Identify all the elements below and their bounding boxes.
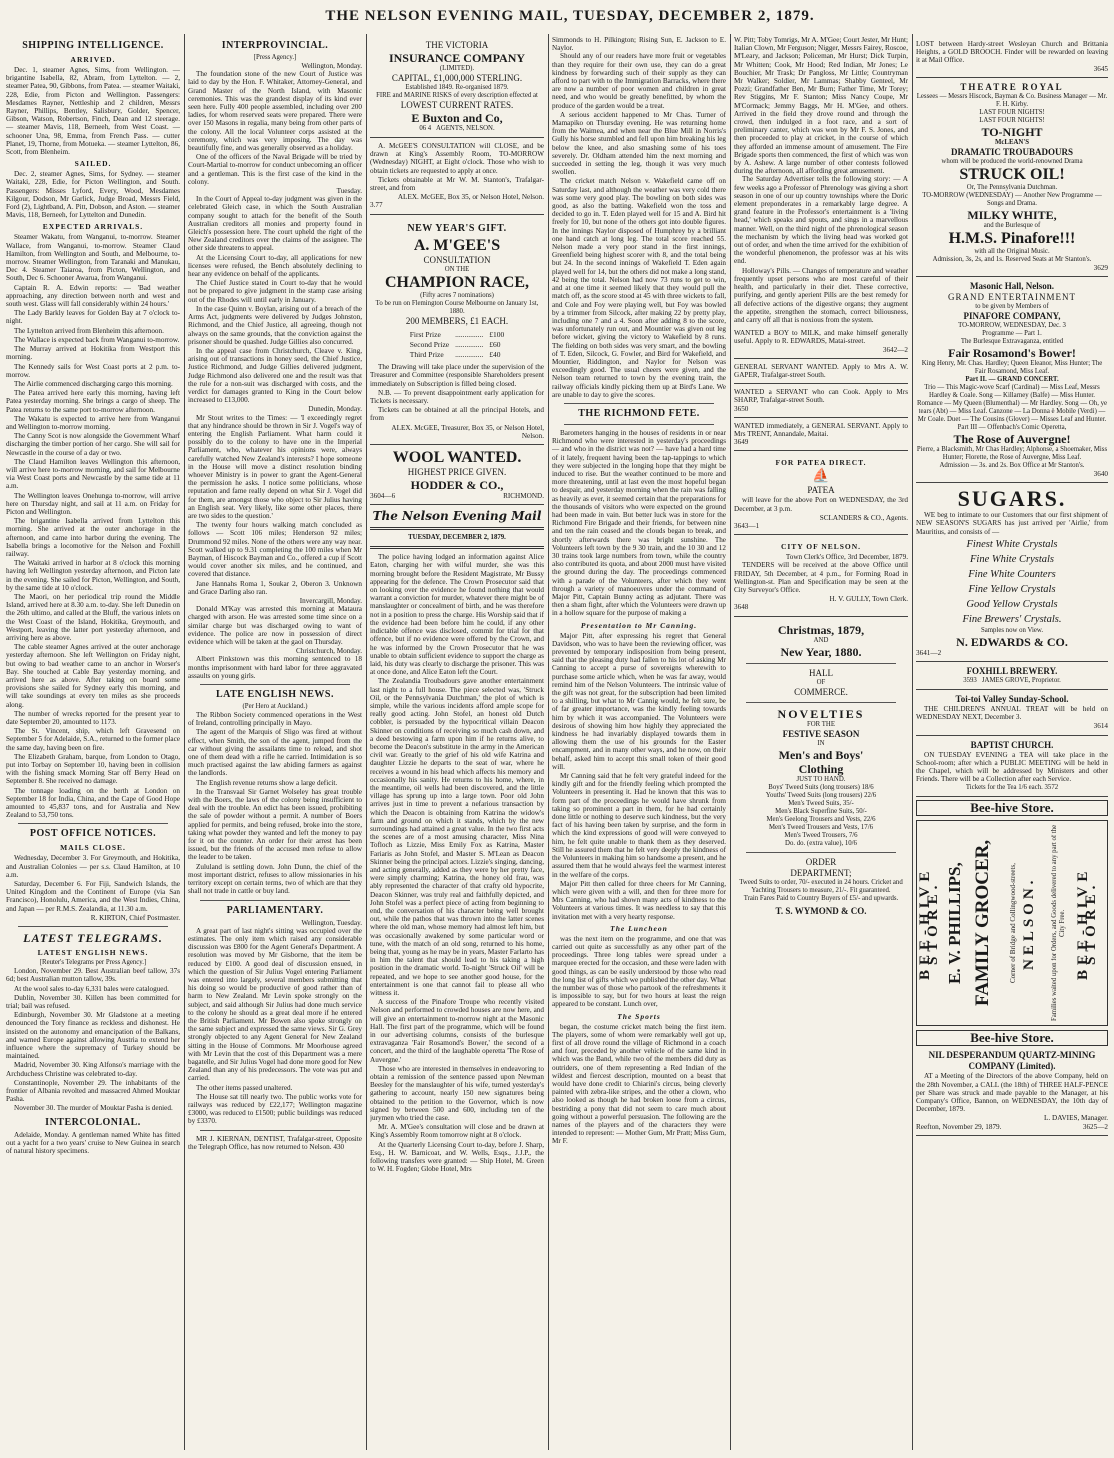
masthead <box>0 0 1114 30</box>
column-shipping <box>6 36 180 1448</box>
fete-paragraph: was the next item on the programme, and one that was carried out quite as successfully as any other part of the proceedings. Three long tables were spread under a marquee erected for the occasion, and these were laden with good things, as can be easily understood by those who read the long list of gifts which we published the other day. What the number was of those who partook of the refreshments it is impossible to say, but for two hours at least the reign appeared to be constant. Lunch over, <box>552 934 726 1009</box>
divider <box>200 684 350 685</box>
lost-brooch-ad: LOST between Hardy-street Wesleyan Church and Brittania Heights, a GOLD BROOCH. Finder will be rewarded on leaving it at Mail Office. 3645 <box>916 36 1108 78</box>
dateline: Tuesday. <box>336 187 362 196</box>
shipping-paragraph: The tonnage loading on the berth at London on September 18 for India, China, and the Cape of Good Hope amounted to 45,837 tons, and for Australia and New Zealand to 53,750 tons. <box>6 786 180 820</box>
insurance-company-name: INSURANCE COMPANY <box>388 51 526 65</box>
telegram-item: Constantinople, November 29. The inhabitants of the frontier of Albania revolted and massacred Ahmed Mouktar Pasha. <box>6 1078 180 1104</box>
admission: Admission, 3s, 2s, and 1s. Reserved Seats at Mr Stanton's. <box>932 255 1092 263</box>
baptist-church-ad <box>916 736 1108 798</box>
divider <box>200 900 350 901</box>
wymond-signature: T. S. WYMOND & CO. <box>775 905 867 916</box>
wanted-boy-ad: WANTED a BOY to MILK, and make himself generally useful. Apply to R. EDWARDS, Matai-street. 3642—2 <box>734 325 908 359</box>
column-ads-right <box>916 36 1108 1448</box>
news-paragraph: The other items passed unaltered. <box>196 1083 293 1092</box>
nil-heading: NIL DESPERANDUM QUARTZ-MINING COMPANY (Limited). <box>928 1050 1096 1072</box>
sugar-item: Fine Brewers' Crystals. <box>962 613 1062 625</box>
editorial-paragraph: The police having lodged an information against Alice Eaton, charging her with wilful murder, she was this morning brought before the Resident Magistrate, Mr Bussy appearing for the defence. The Crown Prosecutor said that on looking over the evidence he found nothing that would warrant a conviction for murder, whatever there might be of manslaughter or concealment of birth, and he was therefore not in a position to press the charge. His Worship said that if the evidence had been before him he could, if any other indictable offence was disclosed, commit for trial for that offence, but if no evidence were offered by the Crown, and he was informed by the Crown Prosecutor that he was unable to obtain sufficient evidence to support the charge as laid, his duty was clearly to discharge the prisoner. This was at once done, and Alice Eaton left the Court. <box>370 553 544 677</box>
news-paragraph: Mr Stout writes to the Times: — 'I exceedingly regret that any hindrance should be thrown in Sir J. Vogel's way of entering the English Parliament. What harm could it possibly do to the colony to have one in the Imperial Parliament, who, whatever his opinions were, always carefully watched New Zealand's interests? I hope someone in the House will move a distinct resolution binding whoever Ministry is in power to grant the Agent-General the permission he asks. I notice some politicians, whose reputation and fame really depend on what Sir J. Vogel did for them, are amongst those who object to Sir Julius having an English seat. Very likely, like some other places, there are two sides to the question.' <box>188 413 362 520</box>
patea-ship-name: PATEA <box>807 485 835 496</box>
paper-date: TUESDAY, DECEMBER 2, 1879. <box>408 534 506 542</box>
telegram-item: November 30. The murder of Mouktar Pasha is denied. <box>14 1104 173 1113</box>
clothing-item: Boys' Tweed Suits (long trousers) 18/6 <box>768 783 874 791</box>
wool-heading: WOOL WANTED. <box>392 449 522 467</box>
divider <box>370 546 544 549</box>
rose-of-auvergne: The Rose of Auvergne! <box>953 432 1071 447</box>
news-paragraph: The Chief Justice stated in Court to-day that he would not be prepared to give judgment in the stamp case arising out of the Rhodes will until early in January. <box>188 279 362 304</box>
rose-admission: Admission — 3s. and 2s. Box Office at Mr Stanton's. <box>939 462 1085 470</box>
post-office-heading: POST OFFICE NOTICES. <box>29 828 157 840</box>
prize-table <box>406 329 509 362</box>
divider <box>746 702 896 703</box>
news-paragraph: Zululand is settling down. John Dunn, the chief of the most important district, refuses to allow missionaries in his territory except on certain terms, two of which are that they shall not trade in cattle or buy land. <box>188 862 362 896</box>
editorial-paragraph: Simmonds to H. Pilkington; Rising Sun, E. Jackson to E. Naylor. <box>552 36 726 53</box>
fete-paragraph: W. Pitt; Toby Tomrigs, Mr A. M'Gee; Court Jester, Mr Hunt; Italian Clown, Mr Ferguson; Nigger, Messrs Fairey, Roscoe, M'Leary, and Jackson; Policeman, Mr Hurst; Dick Turpin, Mr Whitten; Cook, Mr Hood; Red Indian, Mr Jones; Le Bouchier, Mr Trask; Dr Pangloss, Mr Little; Countryman Mr Walker; Soldier, Mr Lammas; Shabby Genteel, Mr Pozzi; Grandfather Ben, Mr Burn; Father Time, Mr Torey; Rev Stiggins, Mr F. Stanton; Miss Nancy Coupe, Mr M'Cormack; Jemmy Baggs, Mr H. M'Gee, and others. Arrived in the field they drove round and through the crowd, then indulged in a foot race, and a sort of preliminary canter, which was won by Mr F. S. Jones, and then proceeded to play at cricket, in the course of which they afforded an immense amount of amusement. The Fire Brigade sports then commenced, the first of which was won by A. Ashew. A large number of other contests followed during the afternoon, all affording great amusement. <box>734 36 908 176</box>
tomorrow-date: TO-MORROW, WEDNESDAY, Dec. 3 <box>958 322 1066 330</box>
divider <box>746 663 896 664</box>
divider <box>564 424 714 425</box>
expected-heading: EXPECTED ARRIVALS. <box>42 222 144 232</box>
divider <box>18 823 168 824</box>
editorial-paragraph: A serious accident happened to Mr Chas. Turner of Mamapiko on Thursday evening. He was returning home from the Waimea, and when near the Blue Mill in Norris's Gully his horse stumbled and fell upon him breaking his leg below the knee, and also smashing some of his toes severely. Dr. Oldham attended him the next morning and succeeded in setting the leg, though it was very much swollen. <box>552 110 726 177</box>
city-office: Town Clerk's Office, 3rd December, 1879. <box>785 553 908 562</box>
milky-white: MILKY WHITE, <box>967 207 1057 222</box>
shipping-paragraph: The St. Vincent, ship, which left Gravesend on September 5 for Adelaide, S.A., returned to the former place the same day, having been on fire. <box>6 727 180 752</box>
cook-servant-ad: WANTED a SERVANT who can Cook. Apply to Mrs SHARP, Trafalgar-street South. 3650 <box>734 384 908 418</box>
shipping-paragraph: The Claud Hamilton leaves Wellington this afternoon, will arrive here to-morrow morning, and sail for Melbourne via West Coast ports and Newcastle by the same tide at 11 a.m. <box>6 457 180 491</box>
news-paragraph: In the Transvaal Sir Garnet Wolseley has great trouble with the Boers, the laws of the colony being insufficient to deal with the trouble. An edict has been issued, prohibiting the sale of powder without a permit. A number of Boers applied for permits, and being refused, broke into the store, taking what powder they wanted and left the money to pay for it on the counter. An order for their arrest has been issued, but the friends of the accused men refuse to allow the leader to be taken. <box>188 787 362 862</box>
insurance-capital: CAPITAL, £1,000,000 STERLING. <box>391 73 523 83</box>
column-richmond-fete <box>552 36 726 1448</box>
shipping-paragraph: The Wallace is expected back from Wanganui to-morrow. <box>14 335 180 344</box>
commerce-word: COMMERCE. <box>794 686 848 697</box>
english-news-source: [Reuter's Telegrams per Press Agency.] <box>39 959 147 967</box>
sugar-item: Finest White Crystals <box>966 538 1058 550</box>
city-text: TENDERS will be received at the above Office until FRIDAY, 5th December, at 4 p.m., for Forming Road in Wellington-st. Plan and Specification may be seen at the City Surveyor's Office. <box>734 561 908 594</box>
theatre-lessees: Lessees — Messrs Hiscock, Bayman & Co. Business Manager — Mr. F. H. Kirby. <box>916 92 1108 108</box>
city-of-nelson-ad <box>734 535 908 616</box>
clothing-item: Men's Tweed Trousers and Vests, 17/6 <box>769 823 873 831</box>
programme: Programme — Part 1. <box>982 330 1042 338</box>
milky-sub: and the Burlesque of <box>983 221 1041 229</box>
mails-text: Saturday, December 6. For Fiji, Sandwich Islands, the United Kingdom and the Continent of Europe (via San Francisco), Honolulu, America, and the West Indies, China, and Japan — per R.M.S. Zealandia, at 11.30 a.m. <box>6 880 180 913</box>
vertical-text-phillips: E. V. PHILLIPS, <box>945 862 964 985</box>
ad-number: 3642—2 <box>882 345 908 354</box>
editorial-paragraph: Should any of our readers have more fruit or vegetables than they require for their own use, they can do a great kindness by forwarding such of their supply as they can afford to part with to the Immigration Barracks, where there are now a number of poor women and children in great need, and who would be greatly benefitted, by whom the produce of the garden would be a treat. <box>552 52 726 110</box>
grand-entertainment: GRAND ENTERTAINMENT <box>948 292 1076 303</box>
ad-number: 3614 <box>1093 722 1108 731</box>
just-to-hand: JUST TO HAND. <box>796 775 846 783</box>
on-the-word: ON THE <box>444 265 470 273</box>
ad-number: 3572 <box>1044 784 1059 792</box>
sugar-item: Fine White Crystals <box>970 553 1054 565</box>
sugars-ad <box>916 483 1108 662</box>
nil-footer: Reefton, November 29, 1879. 3625—2 <box>916 1122 1108 1131</box>
treasurer-signature: ALEX. McGEE, Treasurer, Box 35, or Nelson Hotel, Nelson. <box>391 423 544 440</box>
ad-number: 430 <box>333 1142 345 1151</box>
sugar-item: Fine White Counters <box>968 568 1056 580</box>
grand-sub: to be given by Members of <box>975 303 1049 311</box>
ad-number: 3629 <box>1093 263 1108 272</box>
intercolonial-item: Adelaide, Monday. A gentleman named White has fitted out a yacht for a two years' cruise to New Guinea in search of natural history specimens. <box>6 1130 180 1155</box>
wool-price: HIGHEST PRICE GIVEN. <box>407 467 507 478</box>
patea-heading: FOR PATEA DIRECT. <box>775 458 867 468</box>
dateline: Christchurch, Monday. <box>295 647 362 656</box>
insurance-rates: LOWEST CURRENT RATES. <box>400 100 514 110</box>
order-department: DEPARTMENT; <box>790 867 852 878</box>
part-two: Part II. — GRAND CONCERT. <box>965 376 1059 384</box>
shipping-paragraph: The Murray arrived at Hokitika from Westport this morning. <box>6 345 180 362</box>
fete-paragraph: Barometers hanging in the houses of residents in or near Richmond who were interested in yesterday's proceedings — and who in the district was not? — have had a hard time of it lately, frequent having been the tap-tappings to which they were subjected in the longing hope that they might be induced to rise. But the weather continued to be more and more threatening, until at last even the most hopeful began to despair, and yesterday morning when the rain was falling as heavily as ever, it seemed certain that the preparations for the thousands of visitors who were expected on the ground had been made in vain. But better luck was in store for the Richmond Fire Brigade and their friends, for between nine and ten the rain ceased and the clouds began to break, and shortly afterwards there was bright sunshine. The Volunteers left town by the 9 30 train, and the 10 30 and 12 30 trains took large numbers from town, while the country also contributed its quota, and about 2000 must have visited the ground during the day. The proceedings commenced with a parade of the Volunteers, after which they went through a variety of manoeuvres under the command of Major Pitt, Captain Bunny acting as adjutant. There was then a sham fight, after which the Volunteers were drawn up in a hollow square for the purpose of making a <box>552 428 726 618</box>
ad-number: 3640 <box>1093 470 1108 479</box>
theatre-name: THEATRE ROYAL <box>960 81 1064 92</box>
baptist-heading: BAPTIST CHURCH. <box>970 739 1054 750</box>
drawing-text: The Drawing will take place under the supervision of the Treasurer and Committee (responsible Shareholders present immediately on Subscription is filled being closed. <box>370 363 544 388</box>
sugar-text: WE beg to intimate to our Customers that our first shipment of NEW SEASON'S SUGARS has just arrived per 'Airlie,' from Mauritius, and consists of — <box>916 511 1108 536</box>
arrived-heading: ARRIVED. <box>70 55 116 64</box>
presentation-heading: Presentation to Mr Canning. <box>580 620 698 630</box>
drawing-text: N.B. — To prevent disappointment early application for Tickets is necessary. <box>370 388 544 406</box>
dateline: Invercargill, Monday. <box>299 597 362 605</box>
news-paragraph: Jane Hannahs Roma 1, Soukar 2, Oberon 3. Unknown and Grace Darling also ran. <box>188 579 362 596</box>
baptist-text: ON TUESDAY EVENING a TEA will take place in the School-room; after which a PUBLIC MEETING will be held in the Chapel, which will be addressed by Ministers and other Friends. There will be a Collection after each Service. <box>916 750 1108 784</box>
insurance-advertisement <box>370 36 544 138</box>
struck-oil-sub: Or, The Pennsylvania Dutchman. <box>966 183 1058 191</box>
news-paragraph: The Ribbon Society commenced operations in the West of Ireland, controlling principally in Mayo. <box>188 711 362 728</box>
beehive-banner: Bee-hive Store. <box>916 800 1108 816</box>
of-word: OF <box>816 678 826 686</box>
editorial-paragraph: The cricket match Nelson v. Wakefield came off on Saturday last, and although the weather was very cold there was some very good play. The bowling on both sides was good, as also the batting. Wakefield won the toss and decided to go in. T. Eden played well for 15 and A. Bird hit freely for 10, but none of the others got into double figures. In the innings Naylor disposed of Humphrey by a brilliant one hand catch at long leg. The total score reached 55. Nelson made a very poor stand in the first innings, Greenfield being highest scorer with 8, and the total being but 24. In the second innings of Wakefield T. Eden again played well for 14, but the others did not make a long stand, 42 being the total. Nelson had now 73 runs to get to win, and at one time it seemed likely that they would pull the match off, as the score stood at 45 with three wickets to fall, and Cole and Foy were playing well, but Foy was bowled by a trimmer from Silcock, after making 22 by pretty play, including one 7 and a 4. Soon after adding 8 to the score, was unfortunately run out, and Mountier was given out leg before wicket, giving the victory to Wakefield by 8 runs. The fielding on both sides was very smart, and the bowling of T. Eden, Silcock, G. Fowler, and Bird for Wakefield, and Mountier, Riddington, and Naylor for Nelson was exceedingly good. The usual cheers were given, and the Nelson team returned to town by the evening train, the railway officials kindly picking them up at Bird's Lane. We are unable to day to give the scores. <box>552 177 726 399</box>
hms-sub: with all the Original Music. <box>974 247 1050 255</box>
sugars-heading: SUGARS. <box>957 486 1067 512</box>
dateline: Dunedin, Monday. <box>308 405 362 414</box>
in-word: IN <box>817 739 825 747</box>
sailed-heading: SAILED. <box>74 159 112 169</box>
news-paragraph: Donald M'Kay was arrested this morning at Mataura charged with arson. He was arrested some time since on a similar charge but was discharged owing to want of evidence. The police are now in possession of direct evidence which will be taken at the gaol on Thursday. <box>188 605 362 647</box>
editorial-paragraph: Mr. A. M'Gee's consultation will close and be drawn at King's Assembly Room tomorrow night at 8 o'clock. <box>370 1123 544 1140</box>
dramatic-troubadours: DRAMATIC TROUBADOURS <box>951 146 1073 157</box>
vertical-text-nelson: NELSON. <box>1021 876 1037 971</box>
vertical-text-grocer: FAMILY GROCER, <box>972 840 993 1007</box>
vertical-text-corner: Corner of Bridge and Collingwood-streets, <box>1009 863 1017 984</box>
clothing-item: Men's Black Superfine Suits, 50/- <box>775 807 867 815</box>
rose-cast: Pierre, a Blacksmith, Mr Chas Hardley; Alphonse, a Shoemaker, Miss Hunter; Florette, the Rose of Auvergne, Miss Leaf. <box>916 446 1108 462</box>
editorial-paragraph: The Zealandia Troubadours gave another entertainment last night to a full house. The piece selected was, 'Struck Oil, or the Pennsylvania Dutchman,' the plot of which is simple, while the various incidents afford ample scope for really good acting. John Stofel, an honest old Dutch cobbler, is persuaded by the hypocritical villain Deacon Skinner on conditions of receiving so much cash down, and a deed bestowing a farm upon him if he returns alive, to become the Deacon's substitute in the army in the American civil war. Greatly to the grief of his old wife Katrina and daughter Lizzie he departs to the seat of war, where he receives a wound in his head which affects his memory and occasionally his sanity. He returns to his home, where, in the meantime, oil wells had been discovered, and the little village has sprung up into a large town. Poor old John arrives just in time to prevent a nefarious transaction by which the Deacon is obtaining from Katrina the widow's farm and ground on which it stands, which by the new surroundings had attained a great value. In the two first acts the scenes are of a most amusing character, Miss Nina Tofloch as Lizzie, Miss Emily Fox as Katrina, Master Fariaris as John Stofel, and Master S. M'Lean as Deacon Skinner being the principal actors. Lizzie's singing, dancing, and acting generally, added as they were by her pretty face, were simply charming; Katrina, the honey old frau, was ably represented the character of that crafty old hypocrite, Deacon Skinner, was truly real and faithfully depicted, and John Stofel was a perfect piece of acting from beginning to end, the conversation of his character being well brought out, while the pathos that was thrown into the latter scenes where the old man, whose memory had almost left him, but was occasionally awakened by some particular word or tune, with the match of an old song, returned to his home, being that, young as he may be in years, Master Farlarto has in him the talent that should lead to his taking a high position in the dramatic world. To-night 'Struck Oil' will be repeated, and we hope to see another good house, for the entertainment is one that cannot fail to please all who witness it. <box>370 677 544 998</box>
editorial-paragraph: A success of the Pinafore Troupe who recently visited Nelson and performed to crowded houses are now here, and will give an entertainment to-morrow night at the Masonic Hall. The first part of the programme, which will be found in our advertising columns, consists of the burlesque extravaganza 'Fair Rosamond's Bower,' the second of a concert, and the third of the laughable operetta 'The Rose of Auvergne.' <box>370 998 544 1064</box>
last-nights: LAST FOUR NIGHTS! <box>979 116 1045 124</box>
vertical-text-families: Families waited upon for Orders, and Goods delivered to any part of the City Free. <box>1051 825 1067 1022</box>
masonic-title: Masonic Hall, Nelson. <box>969 281 1054 292</box>
ad-number: 06 4 <box>419 125 432 132</box>
column-rule <box>184 34 185 1450</box>
pinafore-company: PINAFORE COMPANY, <box>963 311 1061 322</box>
arrived-text: Dec. 1, steamer Agnes, Sims, from Wellington. — brigantine Isabella, 82, Abram, from Lyttelton. — 2, steamer Patea, 90, Gibbons, from Patea. — steamer Waitaki, 228, Edie, from Picton and Wellington. Passengers: Mesdames Rayner, Nettleship and 2 children, Messrs Rayner, Phillips, Bentley, Salisbury, Golder, Spencer, Gibson, Watson, Robertson, Finch, Dean and 12 steerage. — steamer Mavis, 118, Berneeh, from West Coast. — schooner Una, 98, Emma, from French Pass. — cutter Planet, 19, Thorne, from Motueka. — steamer Lyttelton, 86, Scott, from Blenheim. <box>6 66 180 157</box>
new-year-line: New Year, 1880. <box>780 644 862 659</box>
telegram-item: Madrid, November 30. King Alfonso's marriage with the Archduchess Christine was celebrated to-day. <box>6 1061 180 1078</box>
telegram-item: Dublin, November 30. Killen has been committed for trial; bail was refused. <box>6 993 180 1010</box>
toitoi-heading: Toi-toi Valley Sunday-School. <box>955 694 1069 705</box>
holloway-ad: Holloway's Pills. — Changes of temperature and weather frequently upset persons who are most careful of their health, and particularly in their diet. These corrective, purifying, and gently aperient Pills are the best remedy for all defective actions of the digestive organs; they augment the appetite, strengthen the stomach, correct biliousness, and carry off all that is noxious from the system. <box>734 266 908 324</box>
theatre-royal-ad <box>916 78 1108 277</box>
telegram-item: London, November 29. Best Australian beef tallow, 37s 6d; best Australian mutton tallow, 39s. <box>6 967 180 984</box>
shipping-paragraph: The Wellington leaves Onehunga to-morrow, will arrive here on Thursday night, and sail at 11 a.m. on Friday for Picton and Wellington. <box>6 491 180 516</box>
sports-heading: The Sports <box>617 1011 661 1021</box>
ad-number: 3650 <box>734 404 749 413</box>
shipping-paragraph: The Maori, on her periodical trip round the Middle Island, arrived here at 8.30 a.m. to-day. She left Dunedin on the 26th ultimo, and called at the Bluff, the various inlets on the West Coast of the Island, Hokitika, Greymouth, and Westport, leaving the latter port yesterday afternoon, and arriving here as above. <box>6 592 180 642</box>
part-three: Part III — Offenbach's Comic Operetta, <box>957 424 1067 432</box>
concert-list: Trio — This Magic-wove Scarf (Cardinal) — Miss Leaf, Messrs Hardley & Coale. Song — Killarney (Balfe) — Miss Hunter. Romance — My Queen (Blumenthal) — Mr Hardley. Song — Oh, ye tears (Abt) — Miss Leaf. Canzone — La Donna è Mobile (Verdi) — Mr Coale. Duet — The Cousins (Glover) — Misses Leaf and Hunter. <box>916 384 1108 424</box>
wool-wanted-ad <box>370 445 544 505</box>
for-the-word: FOR THE <box>806 720 835 728</box>
novelties-heading: NOVELTIES <box>777 706 865 721</box>
ad-number: 3625—2 <box>1082 1122 1108 1131</box>
dateline: Wellington, Monday. <box>301 62 362 70</box>
shipping-paragraph: The Kennedy sails for West Coast ports at 2 p.m. to-morrow. <box>6 362 180 379</box>
insurance-limited: (LIMITED). <box>439 65 475 72</box>
and-word: AND <box>813 636 829 644</box>
burlesque: The Burlesque Extravaganza, entitled <box>960 338 1064 346</box>
press-agency-note: [Press Agency.] <box>253 54 297 61</box>
richmond-fete-heading: THE RICHMOND FETE. <box>578 407 700 419</box>
prize-row: First Prize ............... £100 <box>409 329 505 339</box>
ad-number: 3643—1 <box>734 521 760 530</box>
fete-paragraph: Major Pitt, after expressing his regret that General Davidson, who was to have been the reviewing officer, was prevented by temporary indisposition from being present, said that the pleasing duty had fallen to his lot of asking Mr Canning to accept a purse of sovereigns wherewith to purchase some article which, when he was far away, would remind him of the Nelson Volunteers. The intrinsic value of the gift was not great, for the subscription had been limited to a shilling, but what to Mr Cannig would, he felt sure, be of far greater importance, was the kindly feeling towards him by which it was accompanied. The Volunteers were desirous of showing him how highly they appreciated the kindness he had invariably displayed towards them in allowing them the use of his grounds for the Easter encampment, and in many other ways, and he now, on their behalf, asked him to accept this small token of their good will. <box>552 631 726 771</box>
luncheon-heading: The Luncheon <box>610 923 668 933</box>
news-paragraph: A great part of last night's sitting was occupied over the estimates. The only item which raised any considerable discussion was £800 for the Agent General's Department. A resolution was moved by Mr Gisborne, that the item be reduced by £100. A good deal of discussion ensued, in which the question of Sir Julius Vogel entering Parliament was entered into largely, several members submitting that his doing so would be productive of good rather than of harm to New Zealand. Mr Levin spoke strongly on the subject, and said although Sir Julius had done much service to the colony he should as a great deal more if he entered the British Parliament. Mr Bowen also spoke strongly on the same subject and expressed the same views. Sir G. Grey strongly objected to any Agent General for New Zealand sitting in the House of Commons. Mr Moorhouse agreed with Mr Levin that the cost of this Department was a mere bagatelle, and Sir Julius Vogel had done more good for New Zealand than any of his predecessors. The vote was put and carried. <box>188 926 362 1083</box>
patea-agents: SCLANDERS & CO., Agents. <box>819 513 908 522</box>
intercolonial-heading: INTERCOLONIAL. <box>45 1116 141 1128</box>
hms-pinafore: H.M.S. Pinafore!!! <box>948 229 1076 247</box>
news-paragraph: The English revenue returns show a large deficit. <box>196 778 338 787</box>
new-years-heading: NEW YEAR'S GIFT. <box>407 222 507 234</box>
struck-oil: STRUCK OIL! <box>959 165 1065 183</box>
column-rule <box>366 34 367 1450</box>
divider <box>746 852 896 853</box>
interprovincial-heading: INTERPROVINCIAL. <box>221 40 329 51</box>
editorial-paragraph: Those who are interested in themselves in endeavoring to obtain a remission of the sentence passed upon Newman Beesley for the manslaughter of his wife, turned yesterday's gathering to account, nearly 150 new signatures being obtained to the petition to the Governor, which is now signed by between 500 and 600, including ten of the jurymen who tried the case. <box>370 1064 544 1123</box>
masonic-hall-ad <box>916 277 1108 483</box>
clothing-line-2: Clothing <box>798 761 844 776</box>
city-heading: CITY OF NELSON. <box>780 542 862 552</box>
vertical-text-left: BEE-HIVE STORE. <box>917 866 942 981</box>
shipping-paragraph: The Patea arrived here early this morning, having left Patea yesterday morning. She brings a cargo of sheep. The Patea returns to the same port to-morrow afternoon. <box>6 389 180 414</box>
toitoi-text: THE CHILDREN'S ANNUAL TREAT will be held on WEDNESDAY NEXT, December 3. <box>916 705 1108 722</box>
shipping-paragraph: The Lyttelton arrived from Blenheim this afternoon. <box>14 326 164 335</box>
nil-text: AT a Meeting of the Directors of the above Company, held on the 28th November, a CALL (the 18th) of THREE HALF-PENCE per Share was struck and made payable to the Manager, at his Company's Office, Bannon, on WEDNESDAY, the 10th day of December, 1879. <box>916 1072 1108 1114</box>
city-signature: H. V. GULLY, Town Clerk. <box>829 595 908 604</box>
general-servant-ad: GENERAL SERVANT WANTED. Apply to Mrs A. W. GAPER, Trafalgar-street South. <box>734 359 908 384</box>
postmaster-signature: R. KIRTON, Chief Postmaster. <box>90 913 180 922</box>
shipping-paragraph: The number of wrecks reported for the present year to date September 20, amounted to 1173. <box>6 709 180 727</box>
paper-title: The Nelson Evening Mail <box>372 509 542 524</box>
column-ads-middle <box>734 36 908 1448</box>
news-paragraph: In the Court of Appeal to-day judgment was given in the celebrated Gleich case, in which the South Australian company sought to attach for the benefit of the South Australian creditors all monies and property found in Gleich's possession here. The court upheld the right of the New Zealand creditors over the claims of the assignee. The other side threatens to appeal. <box>188 195 362 253</box>
ship-icon: ⛵ <box>812 469 830 485</box>
insurance-agents-line: 06 4 AGENTS, NELSON. <box>419 125 495 132</box>
news-paragraph: At the Licensing Court to-day, all applications for new licenses were refused, the Bench absolutely declining to hear any evidence on behalf of the applicants. <box>188 253 362 279</box>
drawing-text: Tickets can be obtained at all the principal Hotels, and from <box>370 406 544 423</box>
patea-shipping-ad <box>734 451 908 535</box>
editorial-paragraph: At the Quarterly Licensing Court to-day, before J. Sharp, Esq., H. W. Barnicoat, and W. Wells, Esqs., J.J.P., the following transfers were granted: — Ship Hotel, M. Green to W. H. Fogden; Globe Hotel, Mrs <box>370 1140 544 1174</box>
baptist-tickets: Tickets for the Tea 1/6 each. 3572 <box>965 784 1059 792</box>
page-header-title: THE NELSON EVENING MAIL, TUESDAY, DECEMBER 2, 1879. <box>325 8 815 24</box>
insurance-agent-name: E Buxton and Co, <box>411 111 503 125</box>
prize-row: Second Prize ............... £60 <box>409 339 501 349</box>
foxhill-line: 3593 JAMES GROVE, Proprietor. <box>963 677 1061 685</box>
toitoi-ad <box>916 690 1108 736</box>
vertical-text-right: BEE-HIVE STORE. <box>1075 866 1100 981</box>
beehive-vertical-ad <box>916 820 1108 1026</box>
news-paragraph: The agent of the Marquis of Sligo was fired at without effect, when Smith, the son of the agent, jumped from the car without giving the assailants time to reload, and shot one of them dead with a rifle he carried. Intimidation is so much practised against the law abiding farmers as against the landlords. <box>188 728 362 778</box>
english-news-heading: LATEST ENGLISH NEWS. <box>37 948 149 958</box>
clothing-line-1: Men's and Boys' <box>778 747 864 762</box>
news-paragraph: The twenty four hours walking match concluded as follows — Scott 106 miles; Henderson 92 miles; Drummond 92 miles. None of the others were any way near. Scott walked up to 9.31 completing the 100 miles when Mr Bayman, of Hiscock Bayman and Co., offered a cup if Scott would cover another six miles, and he continued, and covered that distance. <box>188 521 362 579</box>
wool-firm: HODDER & CO., <box>410 478 504 493</box>
ad-number: 3.77 <box>370 201 383 210</box>
immediate-servant-ad: WANTED immediately, a GENERAL SERVANT. Apply to Mrs TRENT, Annandale, Maitai. 3649 <box>734 418 908 452</box>
ad-number: 3604—6 <box>370 492 396 501</box>
ad-number: 3648 <box>734 603 749 612</box>
shipping-heading: SHIPPING INTELLIGENCE. <box>22 40 164 51</box>
clothing-item: Youths' Tweed Suits (long trousers) 22/6 <box>765 791 877 799</box>
clothing-item: Do. do. (extra value), 10/6 <box>785 839 857 847</box>
parliamentary-heading: PARLIAMENTARY. <box>226 904 324 916</box>
clothing-item: Men's Tweed Suits, 35/- <box>788 799 854 807</box>
shipping-paragraph: The brigantine Isabella arrived from Lyttelton this morning. She arrived at the outer anchorage in the afternoon, and came into harbor during the evening. The Isabella brings a locomotive for the Nelson and Foxhill railway. <box>6 517 180 558</box>
festive-season: FESTIVE SEASON <box>782 728 860 739</box>
nil-desperandum-ad <box>916 1046 1108 1135</box>
drama-sub: whom will be produced the world-renowned Drama <box>941 157 1083 165</box>
train-fares: Train Fares Paid to Country Buyers of £5/- and upwards. <box>743 894 899 902</box>
fete-paragraph: Major Pitt then called for three cheers for Mr Canning, which were given with a will, and then for three more for Mrs Canning, who had shown many acts of kindness to the Volunteers at various times. It was needless to say that this invitation met with a very hearty response. <box>552 879 726 921</box>
late-english-news-heading: LATE ENGLISH NEWS. <box>215 689 334 701</box>
divider <box>564 403 714 404</box>
christmas-line: Christmas, 1879, <box>777 622 865 637</box>
mcgee-name: A. M'GEE'S <box>413 236 501 254</box>
mails-heading: MAILS CLOSE. <box>60 843 126 853</box>
telegrams-heading: LATEST TELEGRAMS. <box>23 931 163 946</box>
dentist-advertisement: MR J. KIERNAN, DENTIST, Trafalgar-street, Opposite the Telegraph Office, has now returned to Nelson. 430 <box>188 1134 362 1151</box>
insurance-established: Established 1849. Re-organised 1879. <box>405 84 509 91</box>
clothing-item: Men's Geelong Trousers and Vests, 22/6 <box>766 815 876 823</box>
column-insurance-editorial <box>370 36 544 1448</box>
fete-paragraph: Mr Canning said that he felt very grateful indeed for the kindly gift and for the friendly feeling which prompted the Volunteers in presenting it. Had he known that this was to form part of the proceedings he would have shrunk from taking so prominent a part in them, for he had certainly done little or nothing to deserve such kindness, but the very fact of his having been taken by surprise, and the form in which the kind expressions of good will were conveyed to him, he felt quite unable to thank them as they deserved. Still he assured them that he felt very deeply the kindness of the Volunteers in making him so handsome a present, and he assured them that he would always feel the warmest interest in the welfare of the corps. <box>552 772 726 879</box>
members-line: 200 MEMBERS, £1 EACH. <box>405 315 509 326</box>
fair-rosamond: Fair Rosamond's Bower! <box>948 346 1076 361</box>
divider <box>18 926 168 927</box>
column-interprovincial <box>188 36 362 1448</box>
ad-number: 3649 <box>734 438 749 447</box>
shipping-paragraph: The cable steamer Agnes arrived at the outer anchorage yesterday afternoon. She left Wellington on Friday night, but owing to bad weather came to an anchor in Worser's Bay. She touched at Cable Bay yesterday morning, and arrived here as above. After taking on board some provisions she sailed for Sydney early this morning, and will take soundings at every ten miles as she proceeds along. <box>6 643 180 709</box>
news-paragraph: Albert Pinkstown was this morning sentenced to 18 months imprisonment with hard labor for three aggravated assaults on young girls. <box>188 655 362 680</box>
sugar-item: Good Yellow Crystals <box>966 598 1058 610</box>
edwards-signature: N. EDWARDS & CO. <box>956 634 1068 649</box>
column-rule <box>912 34 913 1450</box>
champion-race: CHAMPION RACE, <box>385 273 529 291</box>
mcgee-signature: ALEX. McGEE, Box 35, or Nelson Hotel, Nelson. <box>397 193 544 202</box>
foxhill-brewery-ad <box>916 662 1108 690</box>
ad-number: 3645 <box>1093 64 1108 73</box>
insurance-title-line: THE VICTORIA <box>425 40 489 50</box>
new-years-gift-ad <box>370 215 544 445</box>
insurance-risks: FIRE and MARINE RISKS of every description effected at <box>376 92 538 99</box>
foxhill-heading: FOXHILL BREWERY. <box>966 666 1058 677</box>
divider <box>370 527 544 530</box>
news-paragraph: The Saturday Advertiser tells the following story: — A few weeks ago a Professor of Phrenology was giving a short season in one of our up country townships where the Doric element preponderates in a remarkably large degree. A grand feature in the Professor's entertainment is a 'living head,' which speaks and spouts, and sings in a marvellous manner. Well, on the third night of the phrenological season the mechanism by which the living head was worked got out of order, and when the time arrived for the exhibition of the wonderful phenomenon, the professor was at his wits end. <box>734 175 908 266</box>
consultation-word: CONSULTATION <box>423 254 491 265</box>
race-venue: To be run on Flemington Course Melbourne on January 1st, 1880. <box>375 299 539 315</box>
order-text: Tweed Suits to order, 70/- executed in 24 hours. Cricket and Yachting Trousers to measure, 21/-. Fit guaranteed. <box>739 878 903 894</box>
column-rule <box>548 34 549 1450</box>
ad-number: 3641—2 <box>916 648 942 657</box>
news-paragraph: In the appeal case from Christchurch, Cleave v. King, arising out of transactions in honey seed, the Chief Justice, Justice Richmond, and Judge Gillies delivered judgment, Judge Richmond also delivered one and the result was that the rule for a non-suit was discharged with costs, and the verdict for damages granted to King in the Court below increased to £13,000. <box>188 346 362 405</box>
shipping-paragraph: The Wakatu is expected to arrive here from Wanganui and Wellington to-morrow morning. <box>6 414 180 431</box>
tomorrow-programme: TO-MORROW (WEDNESDAY) — Another New Programme — Songs and Drama. <box>922 191 1102 207</box>
patea-text: will leave for the above Port on WEDNESDAY, the 3rd December, at 3 p.m. <box>734 496 908 513</box>
order-heading: ORDER <box>805 856 837 867</box>
telegram-item: At the wool sales to-day 6,331 bales were catalogued. <box>14 984 169 993</box>
shipping-paragraph: Captain R. A. Edwin reports: — 'Bad weather approaching, any direction between north and west and south west. Glass will fall considerably within 24 hours.' <box>6 283 180 309</box>
column-rule <box>730 34 731 1450</box>
hall-word: HALL <box>809 667 833 678</box>
clothing-item: Men's Tweed Trousers, 7/6 <box>784 831 858 839</box>
shipping-paragraph: The Canny Scot is now alongside the Government Wharf discharging the timber portion of her cargo. She will sail for Newcastle in the course of a day or two. <box>6 432 180 457</box>
shipping-paragraph: The Waitaki arrived in harbor at 8 o'clock this morning having left Wellington yesterday afternoon, and Picton late in the evening. She sailed for Picton, Wellington, and South, by the same tide at 10 o'clock. <box>6 559 180 592</box>
news-paragraph: In the case Quinn v. Boylan, arising out of a breach of the Arms Act, judgments were delivered by Judges Johnston, Richmond, and the Chief Justice, all agreeing, though not always on the same grounds, that the conviction against the prisoner should be quashed. Judge Gillies also concurred. <box>188 304 362 346</box>
ad-number: 3593 <box>963 677 977 685</box>
race-details: (Fifty acres 7 nominations) <box>420 291 494 299</box>
shipping-paragraph: The Lady Barkly leaves for Golden Bay at 7 o'clock to-night. <box>6 309 180 326</box>
dateline: Wellington, Tuesday. <box>301 918 362 927</box>
nil-signature: L. DAVIES, Manager. <box>1044 1114 1108 1123</box>
sailed-text: Dec. 2, steamer Agnes, Sims, for Sydney. — steamer Waitaki, 228, Edie, for Picton Wellington, and South. Passengers: Misses Lyford, Every, Wood, Mesdames Kilgour, Dodson, Mr Garlick, Judge Broad, Messrs Field, Ford (2), Lightband, A. Pitt, Dobson, and Aston. — steamer Mavis, 118, Berneeh, for Lyttelton and Dunedin. <box>6 170 180 220</box>
mcgee-text: Tickets obtainable at Mr W. M. Stanton's, Trafalgar-street, and from <box>370 175 544 193</box>
fair-cast: King Henry, Mr. Chas. Hardley; Queen Eleanor, Miss Hunter; The Fair Rosamond, Miss Leaf. <box>921 360 1103 376</box>
mclean: McLEAN'S <box>995 138 1029 146</box>
hall-of-commerce-ad <box>734 617 908 917</box>
sugar-item: Fine Yellow Crystals <box>968 583 1056 595</box>
news-paragraph: The foundation stone of the new Court of Justice was laid to day by the Hon. F. Whitaker, Attorney-General, and Grand Master of the North Island, with Masonic ceremonies. This was the grandest display of its kind ever seen here. Fully 400 people assembled, including over 200 ladies, for whom reserved seats were prepared. There were over 150 Masons in regalia, many being from other parts of the colony. All the local Volunteer corps assisted at the ceremony, which was very imposing. The day was beautifully fine, and was generally observed as a holiday. <box>188 70 362 153</box>
expected-text: Steamer Wakatu, from Wanganui, to-morrow. Steamer Wallace, from Wanganui, to-morrow. Steamer Claud Hamilton, from Wellington and South, and Melbourne, to-morrow. Steamer Wellington, from Taranaki and Manukau, Dec 4. Steamer Taiaroa, from Picton, Wellington, and South, Dec 6. Schooner Awarua, from Wanganui. <box>6 233 180 283</box>
tonight: TO-NIGHT <box>981 124 1043 139</box>
mcgee-consultation-ad <box>370 138 544 215</box>
beehive-banner-bottom: Bee-hive Store. <box>916 1030 1108 1046</box>
prize-row: Third Prize ............... £40 <box>409 350 501 360</box>
mails-text: Wednesday, December 3. For Greymouth, and Hokitika, and Australian Colonies — per s.s. Claud Hamilton, at 10 a.m. <box>6 854 180 879</box>
mcgee-text: A. McGEE'S CONSULTATION will CLOSE, and be drawn at King's Assembly Room, TO-MORROW (Wednesday) NIGHT, at Eight o'clock. Those who wish to obtain tickets are requested to apply at once. <box>370 142 544 175</box>
divider <box>200 1130 350 1131</box>
fete-paragraph: began, the costume cricket match being the first item. The players, some of whom were remarkably well got up, first of all drove round the village of Richmond in a coach and four, preceded by another vehicle of the same kind in which was the Band, while two of the members did duty as outriders, one of them representing a Red Indian of the wildest and fiercest description, mounted on a beast that would have done credit to Chiarini's circus, being cleverly painted with zebra-like stripes, and the other a clown, who also looked as though he had broken loose from a circus, bestriding a pony that did not seem to care much about going without a powerful persuasion. The following are the names of the players and of the characters they were intended to represent: — Mother Gum, Mr Pratt; Miss Gum, Mr F. <box>552 1022 726 1146</box>
shipping-paragraph: The Elizabeth Graham, barque, from London to Otago, put into Torbay on September 10, having been in collision with the fishing smack Morning Star off Berry Head on September 8. She received no damage. <box>6 752 180 786</box>
last-nights: LAST FOUR NIGHTS! <box>979 108 1045 116</box>
shipping-paragraph: The Airlie commenced discharging cargo this morning. <box>14 379 173 388</box>
news-paragraph: The House sat till nearly two. The public works vote for railways was reduced by £22,177; Wellington magazine £3000, was reduced to £1500; public buildings was reduced by £3370. <box>188 1092 362 1126</box>
wool-footer: 3604—6 RICHMOND. <box>370 492 544 501</box>
telegram-item: Edinburgh, November 30. Mr Gladstone at a meeting denounced the Tory finance as reckless and dishonest. He insisted on the autonomy and emancipation of the Balkans, and warned Europe against allowing Austria to extend her influence where the supremacy of Turkey should be maintained. <box>6 1011 180 1061</box>
samples: Samples now on View. <box>980 626 1044 634</box>
late-news-source: (Per Hero at Auckland.) <box>242 703 308 711</box>
news-paragraph: One of the officers of the Naval Brigade will be tried by Court-Martial to-morrow for conduct unbecoming an officer and a gentleman. This is the first case of the kind in the colony. <box>188 153 362 186</box>
